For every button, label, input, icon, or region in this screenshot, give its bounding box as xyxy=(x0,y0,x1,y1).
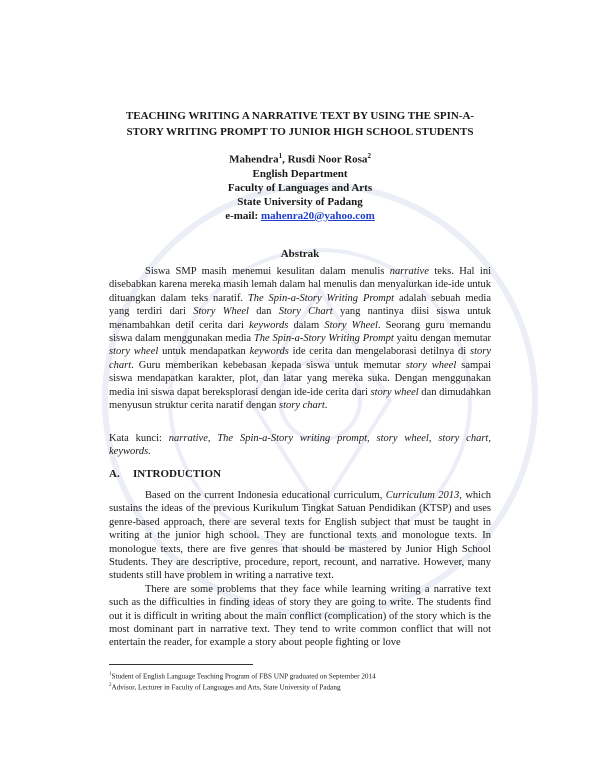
email-line xyxy=(150,209,450,223)
section-title: INTRODUCTION xyxy=(133,468,222,480)
university: State University of Padang xyxy=(237,195,363,208)
author-2: Rusdi Noor Rosa xyxy=(287,153,368,166)
author-1-footnote-mark: 1 xyxy=(278,152,283,160)
author-1: Mahendra xyxy=(229,153,279,166)
footnote-rule xyxy=(109,664,253,665)
introduction-paragraph-2: There are some problems that they face while learning writing a narrative text such as the difficulties in finding ideas of story they are going to write. The students find out it is difficult in writing about the main conflict (complication) of the story which is the most dominant part in narrative text. They tend to write common conflict that will not entertain the reader, for example a story about people fighting or love xyxy=(109,583,491,649)
author-2-footnote-mark: 2 xyxy=(367,152,371,160)
keywords-value: narrative, The Spin-a-Story writing prompt, story wheel, story chart, keywords. xyxy=(109,433,491,458)
author-names xyxy=(150,149,450,167)
section-number: A. xyxy=(109,468,120,480)
paper-title xyxy=(100,108,500,140)
introduction-body xyxy=(109,489,491,650)
author-block xyxy=(150,149,450,223)
keywords-label: Kata kunci: xyxy=(109,433,169,444)
email-link[interactable]: mahenra20@yahoo.com xyxy=(260,209,375,222)
title-line-1: TEACHING WRITING A NARRATIVE TEXT BY USING THE SPIN-A- xyxy=(125,110,475,122)
abstract-heading: Abstrak xyxy=(280,248,320,260)
keywords-line xyxy=(109,432,491,459)
footnote-2: $^2$Advisor, Lecturer in Faculty of Languages and Arts, State University of Padang xyxy=(109,683,341,692)
section-heading-introduction xyxy=(109,468,221,480)
footnotes xyxy=(109,670,491,693)
title-line-2: STORY WRITING PROMPT TO JUNIOR HIGH SCHOOL STUDENTS xyxy=(126,126,474,138)
email-label: e-mail: xyxy=(225,209,261,222)
department: English Department xyxy=(252,167,348,180)
abstract-body xyxy=(109,265,491,412)
author-separator: , xyxy=(282,153,288,166)
footnote-1: $^1$Student of English Language Teaching Program of FBS UNP graduated on September 2014 xyxy=(109,672,376,681)
introduction-paragraph-1: Based on the current Indonesia educational curriculum, Curriculum 2013, which sustains the ideas of the previous Kurikulum Tingkat Satuan Pendidikan (KTSP) and uses genre-based approach, there are several texts for English subject that must be taught in writing at the junior high school. They are functional texts and monologue texts. In monologue texts, there are five genres that should be mastered by Junior High School Students. They are descriptive, procedure, report, recount, and narrative. However, many students still have problem in writing a narrative text. xyxy=(109,490,492,582)
abstract-paragraph: Siswa SMP masih menemui kesulitan dalam menulis narrative teks. Hal ini disebabkan karena mereka masih lemah dalam hal menulis dan menyalurkan ide-ide untuk dituangkan dalam teks naratif. The Spin-a-Story Writing Prompt adalah sebuah media yang terdiri dari Story Wheel dan Story Chart yang nantinya diisi siswa untuk menambahkan detil cerita dari keywords dalam Story Wheel. Seorang guru memandu siswa dalam menggunakan media The Spin-a-Story Writing Prompt yaitu dengan memutar story wheel untuk mendapatkan keywords ide cerita dan mengelaborasi detilnya di story chart. Guru memberikan kebebasan kepada siswa untuk memutar story wheel sampai siswa mendapatkan karakter, plot, dan latar yang mereka suka. Dengan menggunakan media ini siswa dapat bereksplorasi dengan ide-ide cerita dari story wheel dan dimudahkan menyusun struktur cerita naratif dengan story chart. xyxy=(109,266,492,412)
faculty: Faculty of Languages and Arts xyxy=(227,181,373,194)
